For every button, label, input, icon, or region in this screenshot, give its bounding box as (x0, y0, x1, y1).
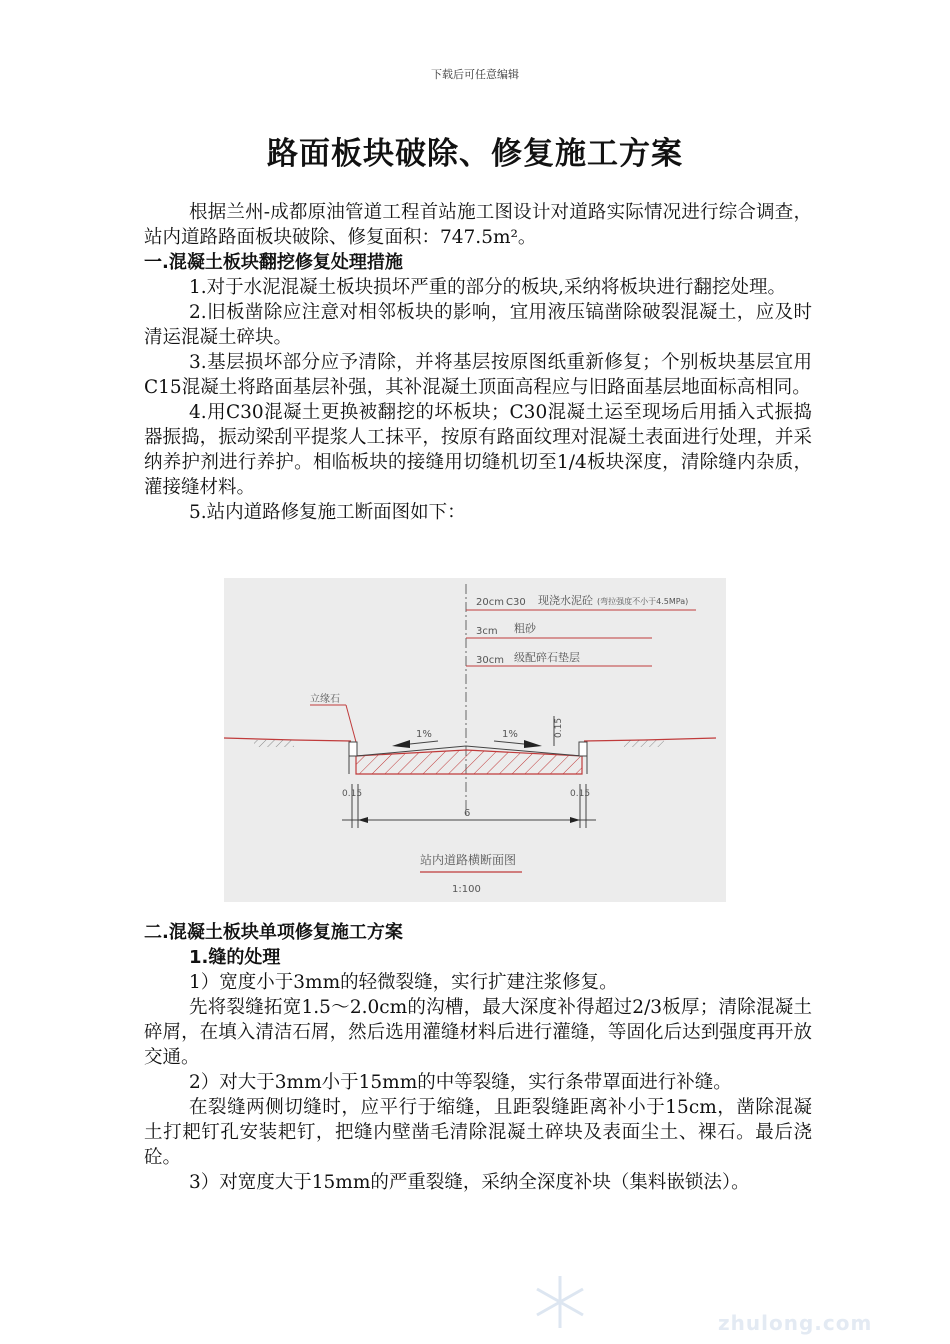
header-note: 下载后可任意编辑 (431, 68, 519, 81)
slope-left-label: 1% (416, 729, 432, 740)
layer-1-thickness: 20cm (476, 597, 504, 608)
layer-1-grade: C30 (506, 597, 526, 608)
section-2-paragraph: 1）宽度小于3mm的轻微裂缝，实行扩建注浆修复。 (189, 972, 618, 993)
curb-height-label: 0.15 (554, 717, 564, 738)
curb-right (579, 742, 587, 756)
layer-1-note: (弯拉强度不小于4.5MPa) (597, 597, 689, 606)
layer-2-thickness: 3cm (476, 626, 498, 637)
section-1-heading: 一.混凝土板块翻挖修复处理措施 (144, 252, 403, 273)
figure-scale: 1:100 (452, 884, 481, 895)
slope-arrow-left (392, 740, 410, 748)
layer-3-thickness: 30cm (476, 655, 504, 666)
watermark (510, 1262, 930, 1342)
dim-width-label: 6 (464, 808, 471, 819)
section-2-subheading: 1.缝的处理 (189, 947, 281, 968)
slope-arrow-right (524, 740, 542, 748)
section-1-item: 5.站内道路修复施工断面图如下： (189, 502, 466, 523)
section-2-block (144, 920, 812, 1195)
dim-right-label: 0.15 (570, 789, 591, 799)
intro-paragraph: 根据兰州-成都原油管道工程首站施工图设计对道路实际情况进行综合调查，站内道路路面板块破除、修复面积：747.5m²。 (144, 202, 812, 248)
section-2-paragraph: 2）对大于3mm小于15mm的中等裂缝，实行条带罩面进行补缝。 (189, 1072, 732, 1093)
figure-caption: 站内道路横断面图 (420, 853, 517, 867)
road-cross-section-figure (224, 578, 726, 902)
snowflake-icon (530, 1272, 590, 1332)
dim-left-label: 0.15 (342, 789, 363, 799)
pavement-slab (356, 750, 582, 774)
watermark-text: zhulong.com (718, 1311, 873, 1335)
section-2-paragraph: 3）对宽度大于15mm的严重裂缝，采纳全深度补块（集料嵌锁法）。 (189, 1172, 750, 1193)
layer-1-desc: 现浇水泥砼 (538, 594, 593, 607)
section-1-item: 2.旧板凿除应注意对相邻板块的影响，宜用液压镐凿除破裂混凝土，应及时清运混凝土碎块。 (144, 302, 812, 348)
slope-right-label: 1% (502, 729, 518, 740)
page-title: 路面板块破除、修复施工方案 (267, 136, 683, 172)
section-1-item: 4.用C30混凝土更换被翻挖的坏板块；C30混凝土运至现场后用插入式振捣器振捣，振动梁刮平提浆人工抹平，按原有路面纹理对混凝土表面进行处理，并采纳养护剂进行养护。相临板块的接缝用切缝机切至1/4板块深度，清除缝内杂质，灌接缝材料。 (144, 402, 812, 498)
section-2-paragraph: 在裂缝两侧切缝时，应平行于缩缝，且距裂缝距离补小于15cm，凿除混凝土打耙钉孔安装耙钉，把缝内壁凿毛清除混凝土碎块及表面尘土、裸石。最后浇砼。 (144, 1097, 812, 1168)
section-1-item: 1.对于水泥混凝土板块损坏严重的部分的板块,采纳将板块进行翻挖处理。 (189, 277, 787, 298)
layer-2-desc: 粗砂 (514, 622, 536, 635)
section-2-heading: 二.混凝土板块单项修复施工方案 (144, 922, 403, 943)
section-1-item: 3.基层损坏部分应予清除，并将基层按原图纸重新修复；个别板块基层宜用C15混凝土将路面基层补强，其补混凝土顶面高程应与旧路面基层地面标高相同。 (144, 352, 812, 398)
curb-label: 立缘石 (310, 694, 340, 705)
layer-3-desc: 级配碎石垫层 (514, 651, 580, 664)
section-1-block (144, 200, 812, 525)
curb-left (349, 742, 357, 756)
section-2-paragraph: 先将裂缝拓宽1.5～2.0cm的沟槽，最大深度补得超过2/3板厚；清除混凝土碎屑，在填入清洁石屑，然后选用灌缝材料后进行灌缝，等固化后达到强度再开放交通。 (144, 997, 812, 1068)
